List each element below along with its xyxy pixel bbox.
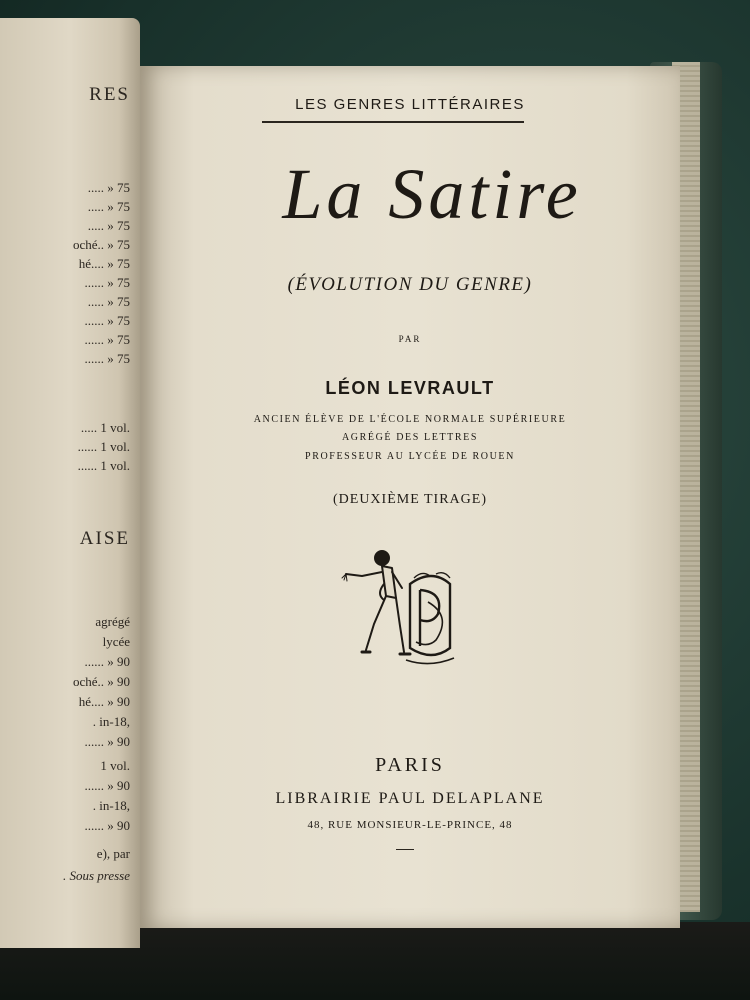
author-credential: PROFESSEUR AU LYCÉE DE ROUEN — [305, 451, 515, 462]
left-page-line: . in-18, — [92, 714, 130, 729]
left-page-line: ..... » 75 — [87, 218, 130, 233]
publisher-name: LIBRAIRIE PAUL DELAPLANE — [275, 790, 545, 807]
left-page-line: ..... » 75 — [87, 199, 130, 214]
left-page-section-fragment: AISE — [79, 528, 130, 549]
left-page-line: ...... 1 vol. — [77, 458, 130, 473]
left-page-line: lycée — [102, 634, 130, 649]
book-title: La Satire — [282, 154, 582, 234]
left-page-line: ...... » 90 — [84, 778, 130, 793]
left-page-line: e), par — [96, 846, 130, 861]
left-page-line: hé.... » 90 — [78, 694, 130, 709]
left-page-line: ...... » 75 — [84, 275, 130, 290]
left-page-line: ...... » 90 — [84, 818, 130, 833]
left-page-line: ..... » 75 — [87, 294, 130, 309]
left-page-line: . Sous presse — [62, 868, 130, 883]
series-underline — [262, 121, 524, 123]
left-page-line: ...... 1 vol. — [77, 439, 130, 454]
left-page-line: ...... » 75 — [84, 351, 130, 366]
left-page-line: ...... » 75 — [84, 332, 130, 347]
left-page-line: . in-18, — [92, 798, 130, 813]
left-page-line: ...... » 75 — [84, 313, 130, 328]
left-page-line: 1 vol. — [100, 758, 130, 773]
left-page-line: oché.. » 75 — [72, 237, 130, 252]
book-subtitle: (ÉVOLUTION DU GENRE) — [287, 274, 533, 295]
left-page — [0, 18, 140, 948]
series-title: LES GENRES LITTÉRAIRES — [295, 96, 525, 113]
closing-rule — [396, 849, 414, 850]
by-line: PAR — [398, 334, 422, 344]
publisher-address: 48, RUE MONSIEUR-LE-PRINCE, 48 — [307, 819, 513, 831]
left-page-line: ..... » 75 — [87, 180, 130, 195]
publication-city: PARIS — [375, 754, 445, 776]
left-page-line: ..... 1 vol. — [80, 420, 130, 435]
author-credential: AGRÉGÉ DES LETTRES — [341, 432, 479, 443]
author-name: LÉON LEVRAULT — [325, 378, 495, 398]
author-credential: ANCIEN ÉLÈVE DE L'ÉCOLE NORMALE SUPÉRIEURE — [253, 414, 567, 425]
left-page-line: agrégé — [95, 614, 130, 629]
left-page-line: ...... » 90 — [84, 734, 130, 749]
printing-note: (DEUXIÈME TIRAGE) — [333, 492, 487, 507]
left-page-line: oché.. » 90 — [72, 674, 130, 689]
sower-monogram-icon — [340, 544, 460, 674]
left-page-line: ...... » 90 — [84, 654, 130, 669]
title-page — [140, 66, 680, 928]
left-page-heading-fragment: RES — [89, 84, 130, 105]
left-page-line: hé.... » 75 — [78, 256, 130, 271]
